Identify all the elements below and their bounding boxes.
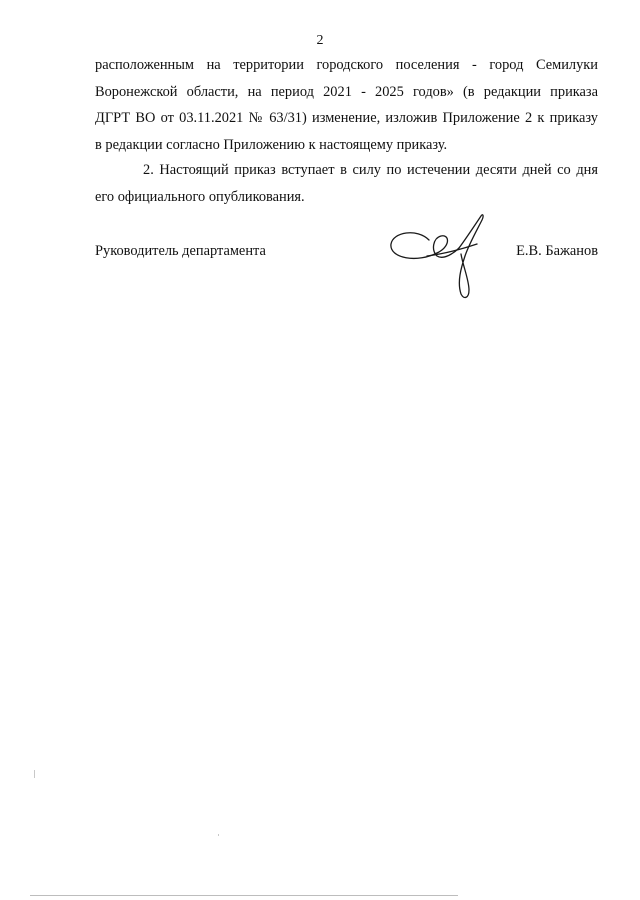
paragraph-2	[95, 157, 598, 210]
page-number: 2	[316, 33, 324, 48]
paragraph-2-line: 2. Настоящий приказ вступает в силу по истечении десяти дней со дня	[143, 162, 598, 178]
scan-artifact	[218, 834, 219, 836]
scan-artifact	[34, 770, 35, 778]
paragraph-1-line: в редакции согласно Приложению к настоящему приказу.	[95, 136, 448, 153]
paragraph-1-line: Воронежской области, на период 2021 - 2025 годов» (в редакции приказа	[95, 83, 598, 100]
paragraph-1-line: ДГРТ ВО от 03.11.2021 № 63/31) изменение, изложив Приложение 2 к приказу	[95, 110, 598, 126]
signature-row	[95, 239, 598, 263]
bottom-rule	[30, 895, 458, 896]
signer-title: Руководитель департамента	[95, 243, 266, 259]
signer-name: Е.В. Бажанов	[516, 243, 598, 259]
signature-stroke-loop	[391, 233, 459, 259]
paragraph-2-line: его официального опубликования.	[95, 188, 305, 205]
signature-stroke-tall	[459, 215, 483, 298]
handwritten-signature	[387, 210, 499, 306]
paragraph-1	[95, 52, 598, 158]
paragraph-1-line: расположенным на территории городского поселения - город Семилуки	[95, 57, 598, 73]
